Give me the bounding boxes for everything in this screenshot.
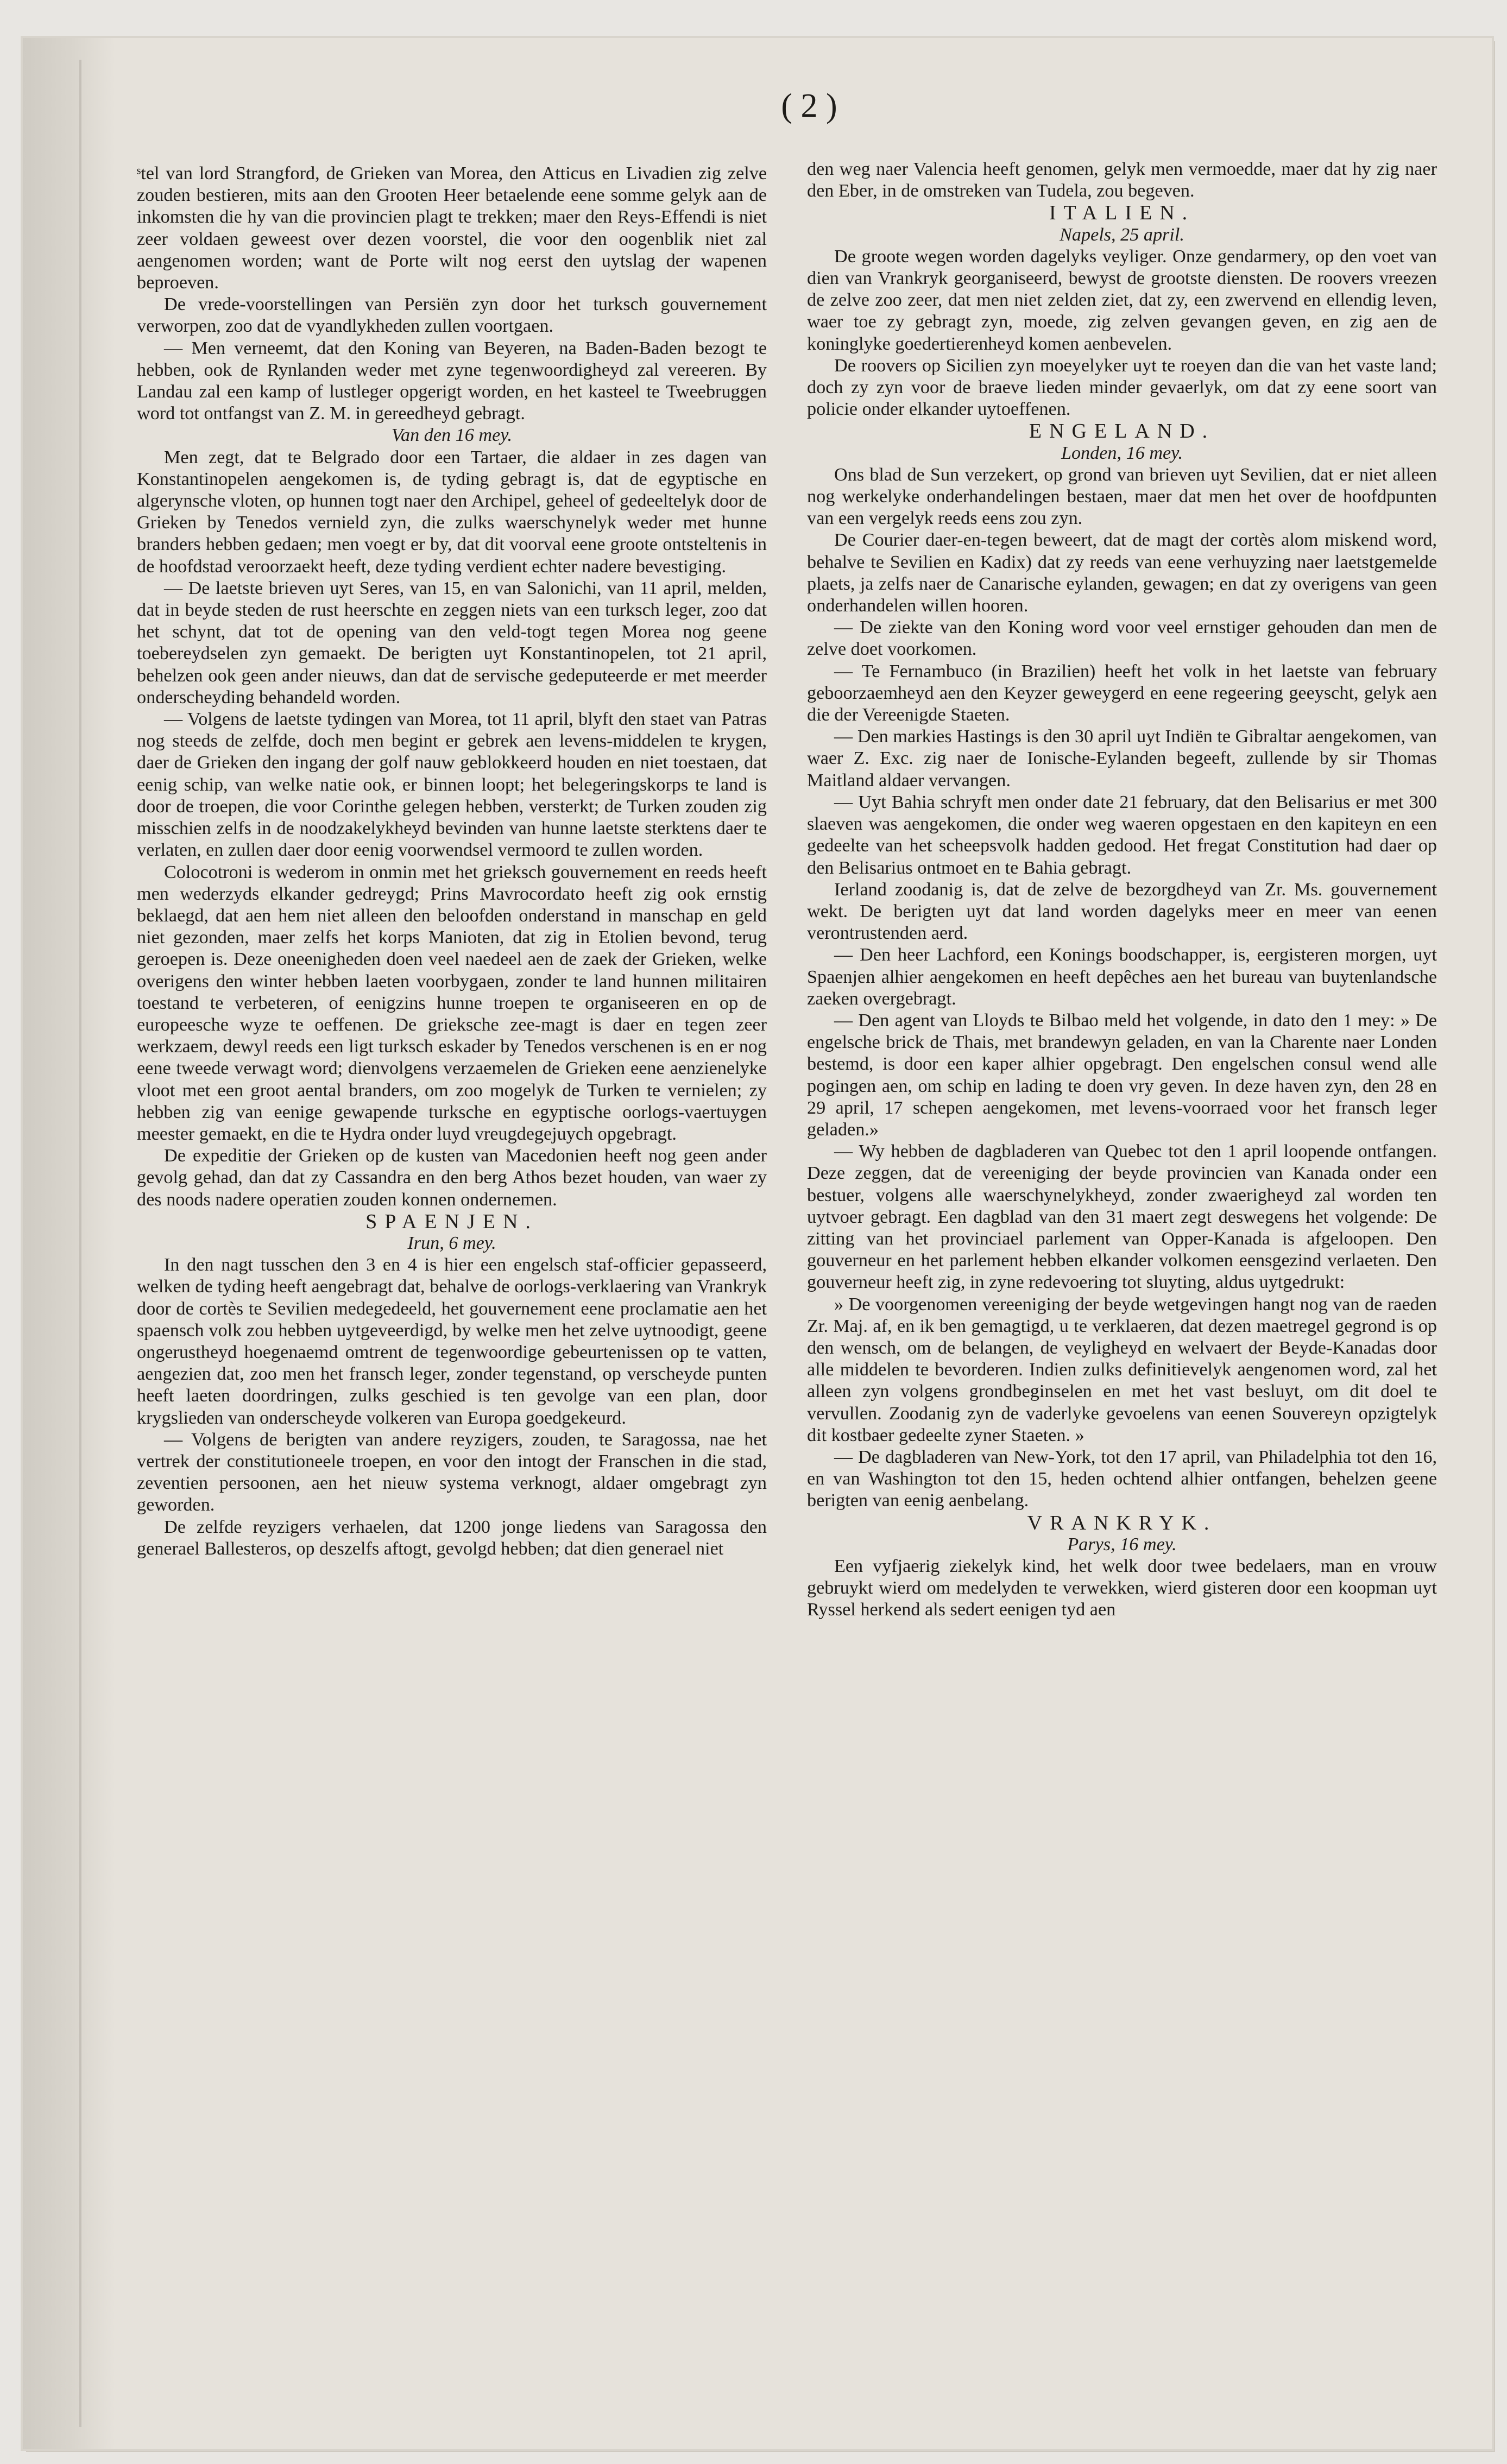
article-paragraph: » De voorgenomen vereeniging der beyde wetgevingen hangt nog van de raeden Zr. Maj. af, en ik ben gemagtigd, u te verklaeren, dat dezen maetregel gegrond is op den wensch, om de belangen, de veyligheyd en welvaert der Beyde-Kanadas door alle middelen te bevorderen. Indien zulks definitievelyk aengenomen word, zal het alleen zyn volgens grondbeginselen en met het vast besluyt, om dit doel te vervullen. Zoodanig zyn de vaderlyke gevoelens van eenen Souvereyn opzigtelyk dit kostbaer gedeelte zyner Staeten. » — [807, 1294, 1437, 1445]
article-paragraph: De Courier daer-en-tegen beweert, dat de magt der cortès alom miskend word, behalve te Sevilien en Kadix) dat zy reeds van eene verhuyzing naer laetstgemelde plaets, ja zelfs naer de Canarische eylanden, gewagen; en dat zy overigens van geen onderhandelen willen hooren. — [807, 530, 1437, 616]
article-paragraph: De vrede-voorstellingen van Persiën zyn door het turksch gouvernement verworpen, zoo dat de vyandlykheden zullen voortgaen. — [137, 294, 767, 337]
article-paragraph: ˢtel van lord Strangford, de Grieken van Morea, den Atticus en Livadien zig zelve zouden bestieren, mits aan den Grooten Heer betaelende eene somme gelyk aan de inkomsten die hy van die provincien plagt te trekken; maer den Reys-Effendi is niet zeer voldaen geweest over dezen voorstel, die voor den oogenblik niet zal aengenomen worden; want de Porte wilt nog eerst den uytslag der wapenen beproeven. — [137, 163, 767, 293]
article-paragraph: — De dagbladeren van New-York, tot den 17 april, van Philadelphia tot den 16, en van Washington tot den 15, heden ochtend alhier ontfangen, behelzen geene berigten van eenig aenbelang. — [807, 1446, 1437, 1511]
article-paragraph: Men zegt, dat te Belgrado door een Tartaer, die aldaer in zes dagen van Konstantinopelen aengekomen is, de tyding gebragt is, dat de egyptische en algerynsche vloten, op hunnen togt naer den Archipel, geheel of gedeeltelyk door de Grieken by Tenedos vernield zyn, die zulks waerschynelyk weder met hunne branders hebben gedaen; men voegt er by, dat dit voorval eene groote ontsteltenis in de hoofdstad veroorzaekt heeft, deze tyding verdient echter nadere bevestiging. — [137, 447, 767, 577]
article-paragraph: De expeditie der Grieken op de kusten van Macedonien heeft nog geen ander gevolg gehad, dan dat zy Cassandra en den berg Athos bezet houden, van waer zy des noods nadere operatien zouden konnen ondernemen. — [137, 1146, 767, 1210]
article-paragraph: — Volgens de berigten van andere reyzigers, zouden, te Saragossa, nae het vertrek der constitutioneele troepen, en voor den intogt der Franschen in die stad, zeventien persoonen, aen het nieuw systema verknogt, aldaer omgebragt zyn geworden. — [137, 1429, 767, 1515]
article-paragraph: Ons blad de Sun verzekert, op grond van brieven uyt Sevilien, dat er niet alleen nog werkelyke onderhandelingen bestaen, maer dat men het over de hoofdpunten van een vergelyk reeds eens zou zyn. — [807, 464, 1437, 529]
article-paragraph: — Wy hebben de dagbladeren van Quebec tot den 1 april loopende ontfangen. Deze zeggen, dat de vereeniging der beyde provincien van Kanada onder een bestuer, volgens alle waerschynelykheyd, zonder zwaerigheyd zal worden ten uytvoer gebragt. Een dagblad van den 31 maert zegt deswegens het volgende: De zitting van het provinciael parlement van Opper-Kanada is afgeloopen. Den gouverneur en het parlement hebben elkander volkomen eensgezind verlaeten. Den gouverneur heeft zig, in zyne redevoering tot sluyting, aldus uytgedrukt: — [807, 1141, 1437, 1293]
right-column — [807, 159, 1437, 1621]
article-paragraph: — De laetste brieven uyt Seres, van 15, en van Salonichi, van 11 april, melden, dat in beyde steden de rust heerschte en zeggen niets van een turksch leger, zoo dat het schynt, dat tot de opening van den veld-togt tegen Morea nog geene toebereydselen zyn gemaekt. De berigten uyt Konstantinopelen, tot 21 april, behelzen ook geen ander nieuws, dan dat de servische gedeputeerde er met meerder onderscheyding behandeld worden. — [137, 578, 767, 707]
article-paragraph: Ierland zoodanig is, dat de zelve de bezorgdheyd van Zr. Ms. gouvernement wekt. De berigten uyt dat land worden dagelyks meer en meer van eenen verontrustenden aerd. — [807, 879, 1437, 944]
section-heading: ITALIEN. — [1049, 201, 1195, 225]
article-paragraph: den weg naer Valencia heeft genomen, gelyk men vermoedde, maer dat hy zig naer den Eber, in de omstreken van Tudela, zou begeven. — [807, 159, 1437, 201]
article-paragraph: De roovers op Sicilien zyn moeyelyker uyt te roeyen dan die van het vaste land; doch zy zyn voor de braeve lieden minder gevaerlyk, om dat zy eene soort van policie onder elkander uytoeffenen. — [807, 355, 1437, 420]
article-paragraph: Colocotroni is wederom in onmin met het grieksch gouvernement en reeds heeft men wederzyds elkander gedreygd; Prins Mavrocordato heeft zig ook ernstig beklaegd, dat aen hem niet alleen den beloofden onderstand in manschap en geld niet gezonden, maer zelfs het korps Manioten, dat zig in Etolien bevond, terug geroepen is. Deze oneenigheden doen veel naedeel aen de zaek der Grieken, welke overigens den winter hebben laeten voorbygaen, zonder te land hunnen militairen toestand te verbeteren, of eenigzins hunne troepen te organiseeren en op de europeesche wyze te oeffenen. De grieksche zee-magt is daer en tegen zeer werkzaem, dewyl reeds een ligt turksch eskader by Tenedos verschenen is en er nog eene tweede verwagt word; dienvolgens verzaemelen de Grieken eene aenzienelyke vloot met een groot aental branders, om zoo mogelyk de Turken te vernielen; zy hebben zig van eenige gewapende turksche en egyptische oorlogs-vaertuygen meester gemaekt, en die te Hydra onder luyd vreugdegejuych opgebragt. — [137, 862, 767, 1144]
article-paragraph: — Den markies Hastings is den 30 april uyt Indiën te Gibraltar aengekomen, van waer Z. Exc. zig naer de Ionische-Eylanden begeeft, zullende by sir Thomas Maitland aldaer vervangen. — [807, 726, 1437, 791]
article-paragraph: — De ziekte van den Koning word voor veel ernstiger gehouden dan men de zelve doet voorkomen. — [807, 617, 1437, 660]
article-paragraph: In den nagt tusschen den 3 en 4 is hier een engelsch staf-officier gepasseerd, welken de tyding heeft aengebragt dat, behalve de oorlogs-verklaering van Vrankryk door de cortès te Sevilien medegedeeld, het gouvernement eene proclamatie aen het spaensch volk zou hebben uytgeveerdigd, by welke men het zelve uytnoodigt, geene ongerustheyd hoegenaemd omtrent de tegenwoordige gebeurtenissen op te vatten, aengezien dat, zoo men het fransch leger, zonder tegenstand, op verscheyde punten heeft laeten doordringen, zulks geschied is ten gevolge van een plan, door krygslieden van onderscheyde volkeren van Europa goedgekeurd. — [137, 1255, 767, 1428]
left-column — [137, 163, 767, 1560]
dateline: Irun, 6 mey. — [407, 1233, 496, 1253]
binding-gutter — [23, 38, 115, 2449]
fold-line — [79, 60, 81, 2427]
section-heading: ENGELAND. — [1029, 420, 1215, 443]
page-number: ( 2 ) — [781, 87, 837, 124]
article-paragraph: — Den agent van Lloyds te Bilbao meld het volgende, in dato den 1 mey: » De engelsche brick de Thais, met brandewyn geladen, en van la Charente naer Londen bestemd, is door een kaper alhier opgebragt. Den engelschen consul wend alle pogingen aen, om schip en lading te doen vry geven. In deze haven zyn, den 28 en 29 april, 17 schepen aengekomen, met levens-voorraed voor het fransch leger geladen.» — [807, 1010, 1437, 1140]
article-paragraph: De zelfde reyzigers verhaelen, dat 1200 jonge liedens van Saragossa den generael Ballesteros, op deszelfs aftogt, gevolgd hebben; dat dien generael niet — [137, 1517, 767, 1559]
dateline: Londen, 16 mey. — [1061, 443, 1183, 463]
dateline: Parys, 16 mey. — [1067, 1534, 1177, 1555]
article-paragraph: Een vyfjaerig ziekelyk kind, het welk door twee bedelaers, man en vrouw gebruykt wierd om medelyden te verwekken, wierd gisteren door een koopman uyt Ryssel herkend als sedert eenigen tyd aen — [807, 1556, 1437, 1620]
article-paragraph: — Den heer Lachford, een Konings boodschapper, is, eergisteren morgen, uyt Spaenjen alhier aengekomen en heeft depêches aen het bureau van buytenlandsche zaeken overgebragt. — [807, 945, 1437, 1009]
section-heading: VRANKRYK. — [1027, 1511, 1217, 1534]
article-paragraph: — Men verneemt, dat den Koning van Beyeren, na Baden-Baden bezogt te hebben, ook de Rynlanden weder met zyne tegenwoordigheyd zal vereeren. By Landau zal een kamp of lustleger opgerigt worden, en het kasteel te Tweebruggen word tot ontfangst van Z. M. in gereedheyd gebragt. — [137, 338, 767, 424]
dateline: Van den 16 mey. — [391, 425, 513, 446]
dateline: Napels, 25 april. — [1060, 224, 1184, 245]
article-paragraph: De groote wegen worden dagelyks veyliger. Onze gendarmery, op den voet van dien van Vrankryk georganiseerd, bewyst de grootste diensten. De roovers vreezen de zelve zoo zeer, dat men niet zelden ziet, dat zy, een zwervend en ellendig leven, waer toe zy gebragt zyn, moede, zig zelven gevangen geven, en zig aen de koninglyke goedertierenheyd komen aenbevelen. — [807, 246, 1437, 354]
article-paragraph: — Volgens de laetste tydingen van Morea, tot 11 april, blyft den staet van Patras nog steeds de zelfde, doch men begint er gebrek aen levens-middelen te krygen, daer de Grieken den ingang der golf nauw geblokkeerd houden en niet toestaen, dat eenig schip, van welke natie ook, er binnen loopt; het belegeringskorps te land is door de troepen, die voor Corinthe gelegen hebben, versterkt; de Turken zouden zig misschien zelfs in de noodzakelykheyd bevinden van hunne laetste sterktens daer te verlaten, en zullen daer door eenig voorwendsel vermoord te zullen worden. — [137, 709, 767, 861]
section-heading: SPAENJEN. — [365, 1210, 538, 1233]
article-paragraph: — Uyt Bahia schryft men onder date 21 february, dat den Belisarius er met 300 slaeven was aengekomen, die onder weg waeren opgestaen en den kapiteyn en een gedeelte van het scheepsvolk hadden gedood. Het fregat Constitution had daer op den Belisarius ontmoet en te Bahia gebragt. — [807, 792, 1437, 878]
article-paragraph: — Te Fernambuco (in Brazilien) heeft het volk in het laetste van february geboorzaemheyd aen den Keyzer geweygerd en eene regeering geeyscht, gelyk aen die der Vereenigde Staeten. — [807, 661, 1437, 725]
